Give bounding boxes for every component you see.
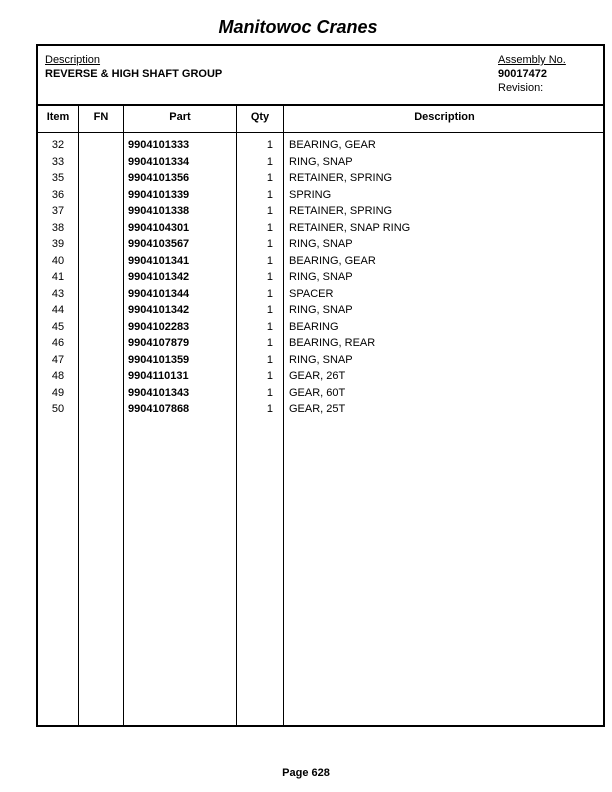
table-row	[38, 354, 603, 371]
part-description: RETAINER, SNAP RING	[289, 221, 411, 234]
table-row	[38, 172, 603, 189]
table-row	[38, 337, 603, 354]
part-description: BEARING, REAR	[289, 337, 376, 349]
table-row	[38, 189, 603, 206]
column-header-item: Item	[46, 111, 70, 123]
description-label: Description	[45, 54, 101, 66]
quantity: 1	[266, 304, 273, 316]
part-description: GEAR, 25T	[289, 403, 346, 415]
table-row	[38, 304, 603, 321]
table-row	[38, 370, 603, 387]
part-number: 9904102283	[128, 320, 190, 333]
quantity: 1	[266, 287, 273, 300]
description-value: REVERSE & HIGH SHAFT GROUP	[45, 68, 223, 80]
item-number: 48	[51, 370, 65, 382]
item-number: 50	[51, 403, 65, 415]
part-number: 9904101341	[128, 254, 190, 267]
item-number: 33	[51, 155, 65, 168]
part-description: RING, SNAP	[289, 353, 353, 366]
table-row	[38, 387, 603, 404]
part-number: 9904101344	[128, 287, 190, 300]
quantity: 1	[266, 353, 273, 366]
part-description: SPRING	[289, 188, 332, 201]
quantity: 1	[266, 238, 273, 250]
part-description: BEARING, GEAR	[289, 254, 376, 267]
item-number: 44	[51, 304, 65, 316]
part-number: 9904107868	[128, 403, 190, 415]
item-number: 35	[51, 172, 65, 184]
part-description: RETAINER, SPRING	[289, 172, 393, 184]
column-header-part: Part	[169, 111, 191, 123]
part-description: GEAR, 26T	[289, 370, 346, 382]
parts-table-body	[38, 139, 603, 420]
quantity: 1	[266, 155, 273, 168]
quantity: 1	[266, 403, 273, 415]
table-row	[38, 205, 603, 222]
table-row	[38, 271, 603, 288]
item-number: 32	[51, 139, 65, 151]
revision-label: Revision:	[498, 82, 544, 94]
item-number: 41	[51, 271, 65, 283]
quantity: 1	[266, 254, 273, 267]
part-number: 9904101343	[128, 386, 190, 399]
part-number: 9904110131	[128, 370, 189, 382]
part-number: 9904101338	[128, 205, 190, 217]
quantity: 1	[266, 386, 273, 399]
quantity: 1	[266, 370, 273, 382]
table-row	[38, 288, 603, 305]
item-number: 43	[51, 287, 65, 300]
item-number: 46	[51, 337, 65, 349]
assembly-number: 90017472	[498, 68, 547, 80]
part-number: 9904107879	[128, 337, 190, 349]
document-title: Manitowoc Cranes	[218, 17, 378, 37]
table-row	[38, 156, 603, 173]
parts-list-frame	[36, 44, 605, 727]
part-number: 9904101339	[128, 188, 190, 201]
page-number: Page 628	[282, 767, 330, 779]
quantity: 1	[266, 172, 273, 184]
column-header-fn: FN	[93, 111, 109, 123]
part-description: BEARING, GEAR	[289, 139, 376, 151]
quantity: 1	[266, 271, 273, 283]
item-number: 38	[51, 221, 65, 234]
item-number: 45	[51, 320, 65, 333]
part-description: RING, SNAP	[289, 304, 353, 316]
part-description: GEAR, 60T	[289, 386, 346, 399]
table-row	[38, 255, 603, 272]
part-description: BEARING	[289, 320, 339, 333]
item-number: 37	[51, 205, 65, 217]
quantity: 1	[266, 320, 273, 333]
item-number: 36	[51, 188, 65, 201]
quantity: 1	[266, 188, 273, 201]
part-number: 9904101342	[128, 304, 190, 316]
table-row	[38, 321, 603, 338]
table-row	[38, 238, 603, 255]
part-number: 9904104301	[128, 221, 190, 234]
assembly-label: Assembly No.	[498, 54, 566, 66]
part-description: RETAINER, SPRING	[289, 205, 393, 217]
assembly-header	[38, 46, 603, 106]
table-row	[38, 222, 603, 239]
part-description: RING, SNAP	[289, 238, 353, 250]
item-number: 40	[51, 254, 65, 267]
table-row	[38, 403, 603, 420]
part-number: 9904101333	[128, 139, 190, 151]
quantity: 1	[266, 139, 273, 151]
part-description: RING, SNAP	[289, 271, 353, 283]
part-number: 9904103567	[128, 238, 190, 250]
quantity: 1	[266, 205, 273, 217]
part-number: 9904101342	[128, 271, 190, 283]
column-header-description: Description	[414, 111, 475, 123]
quantity: 1	[266, 337, 273, 349]
part-description: SPACER	[289, 287, 334, 300]
part-description: RING, SNAP	[289, 155, 353, 168]
part-number: 9904101359	[128, 353, 190, 366]
quantity: 1	[266, 221, 273, 234]
item-number: 49	[51, 386, 65, 399]
part-number: 9904101356	[128, 172, 190, 184]
item-number: 39	[51, 238, 65, 250]
item-number: 47	[51, 353, 65, 366]
table-row	[38, 139, 603, 156]
column-header-qty: Qty	[250, 111, 270, 123]
part-number: 9904101334	[128, 155, 190, 168]
